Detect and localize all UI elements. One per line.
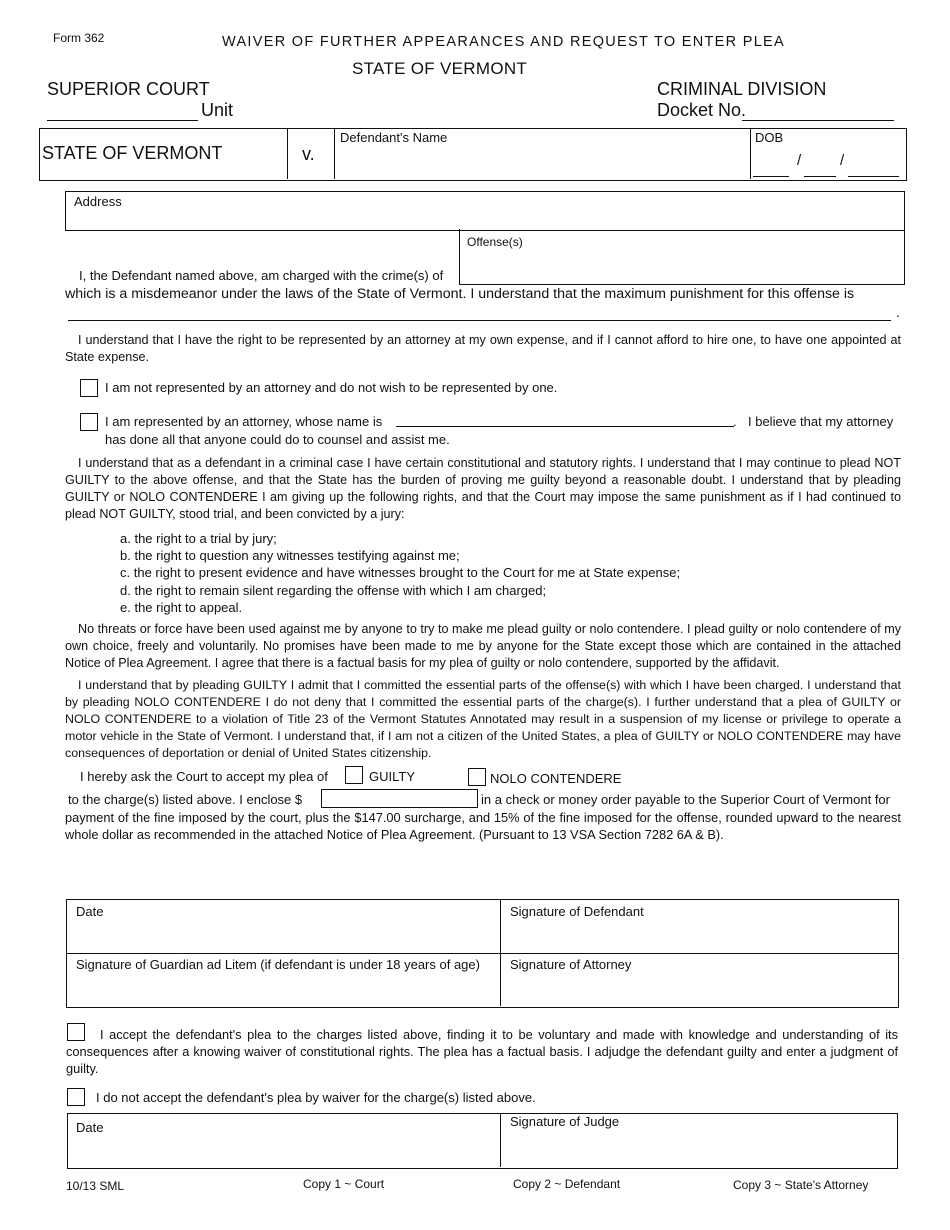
attorney-right-text: I understand that I have the right to be represented by an attorney at my own expense, and if I cannot afford to hire one, to have one appointed at State expense. [65, 333, 901, 364]
dob-slash: / [797, 152, 802, 169]
divider [287, 128, 288, 179]
dob-day-field[interactable] [804, 176, 836, 177]
nolo-checkbox[interactable] [468, 768, 486, 786]
attorney-signature-label: Signature of Attorney [510, 957, 632, 972]
amount-field[interactable] [321, 789, 478, 808]
divider [750, 128, 751, 179]
dob-slash: / [840, 152, 845, 169]
unit-label: Unit [201, 100, 234, 120]
rights-intro: I understand that as a defendant in a criminal case I have certain constitutional and statutory rights. I understand that I may continue to plead NOT GUILTY to the above offense, and that the State has the burden of proving me guilty beyond a reasonable doubt. I understand that by pleading GUILTY or NOLO CONTENDERE I am giving up the following rights, and that the Court may impose the same punishment as if I had continued to plead NOT GUILTY, stood trial, and been convicted by a jury: [65, 456, 901, 521]
period: . [733, 414, 737, 429]
offense-label: Offense(s) [467, 235, 523, 249]
form-number: Form 362 [53, 31, 105, 45]
attorney-assist-text: has done all that anyone could do to counsel and assist me. [105, 432, 450, 447]
list-item: a. the right to a trial by jury; [120, 531, 277, 546]
court-name: SUPERIOR COURT [47, 79, 210, 99]
list-item: b. the right to question any witnesses testifying against me; [120, 548, 460, 564]
docket-label: Docket No. [657, 100, 747, 120]
date-label: Date [76, 904, 104, 919]
docket-line[interactable] [742, 120, 894, 121]
represented-text: I am represented by an attorney, whose name is [105, 414, 383, 429]
address-field[interactable] [65, 191, 905, 231]
copy-court: Copy 1 ~ Court [303, 1177, 385, 1191]
list-item: c. the right to present evidence and have witnesses brought to the Court for me at State expense; [120, 565, 681, 581]
accept-plea-text: I accept the defendant's plea to the charges listed above, finding it to be voluntary and made with knowledge and understanding of its consequences after a knowing waiver of constitutional rights. The plea has a factual basis. I adjudge the defendant guilty and enter a judgment of guilty. [66, 1027, 898, 1076]
divider [66, 953, 898, 954]
reject-plea-text: I do not accept the defendant's plea by waiver for the charge(s) listed above. [96, 1090, 536, 1105]
reject-plea-checkbox[interactable] [67, 1088, 85, 1106]
list-item: e. the right to appeal. [120, 599, 243, 615]
guardian-signature-label: Signature of Guardian ad Litem (if defendant is under 18 years of age) [76, 957, 480, 972]
unit-line[interactable] [47, 120, 198, 121]
max-punishment-line[interactable] [68, 320, 891, 321]
payable-text: in a check or money order payable to the Superior Court of Vermont for [481, 792, 890, 807]
not-represented-text: I am not represented by an attorney and do not wish to be represented by one. [105, 380, 558, 395]
state-heading: STATE OF VERMONT [352, 59, 528, 78]
judge-date-label: Date [76, 1120, 104, 1135]
attorney-belief-text: I believe that my attorney [748, 414, 894, 429]
fine-details-text: payment of the fine imposed by the court, plus the $147.00 surcharge, and 15% of the fine imposed for the offense, rounded upward to the nearest whole dollar as recommended in the attached Notice of Plea Agreement. (Pursuant to 13 VSA Section 7282 6A & B). [65, 810, 901, 842]
list-item: d. the right to remain silent regarding the offense with which I am charged; [120, 582, 547, 598]
judge-signature-label: Signature of Judge [510, 1114, 620, 1129]
copy-defendant: Copy 2 ~ Defendant [513, 1177, 621, 1191]
divider [334, 128, 335, 179]
guilty-label: GUILTY [369, 769, 415, 784]
misdemeanor-text: which is a misdemeanor under the laws of the State of Vermont. I understand that the maximum punishment for this offense is [65, 286, 855, 302]
plaintiff-name: STATE OF VERMONT [42, 143, 223, 163]
dob-year-field[interactable] [848, 176, 899, 177]
address-label: Address [74, 194, 122, 209]
guilty-admit-text: I understand that by pleading GUILTY I admit that I committed the essential parts of the offense(s) with which I have been charged. I understand that by pleading NOLO CONTENDERE I do not deny that I committed the essential parts of the charge(s). I further understand that a plea of GUILTY or NOLO CONTENDERE to a violation of Title 23 of the Vermont Statutes Annotated may result in a suspension of my license or privilege to operate a motor vehicle in the State of Vermont. I understand that, if I am not a citizen of the United States, a plea of GUILTY or NOLO CONTENDERE may have consequences of deportation or denial of United States citizenship. [65, 678, 901, 760]
division-name: CRIMINAL DIVISION [657, 79, 827, 99]
dob-month-field[interactable] [753, 176, 789, 177]
defendant-signature-label: Signature of Defendant [510, 904, 644, 919]
form-code: 10/13 SML [66, 1179, 125, 1193]
versus: v. [302, 144, 315, 164]
guilty-checkbox[interactable] [345, 766, 363, 784]
represented-checkbox[interactable] [80, 413, 98, 431]
offense-field[interactable] [459, 229, 905, 285]
defendant-name-label: Defendant's Name [340, 130, 448, 145]
plea-request-text: I hereby ask the Court to accept my plea of [80, 769, 328, 784]
judge-table [67, 1113, 898, 1169]
enclose-text: to the charge(s) listed above. I enclose $ [68, 792, 303, 807]
period: . [896, 304, 900, 320]
charge-intro: I, the Defendant named above, am charged with the crime(s) of [79, 268, 444, 283]
copy-states-attorney: Copy 3 ~ State's Attorney [733, 1178, 869, 1192]
attorney-name-field[interactable] [396, 426, 734, 427]
form-title: WAIVER OF FURTHER APPEARANCES AND REQUEST TO ENTER PLEA [222, 34, 785, 50]
not-represented-checkbox[interactable] [80, 379, 98, 397]
no-threats-text: No threats or force have been used against me by anyone to try to make me plead guilty or nolo contendere. I plead guilty or nolo contendere of my own choice, freely and voluntarily. No promises have been made to me by anyone for the State except those which are contained in the attached Notice of Plea Agreement. I agree that there is a factual basis for my plea of guilty or nolo contendere, supported by the affidavit. [65, 622, 901, 670]
dob-label: DOB [755, 130, 784, 145]
defendant-name-field[interactable] [336, 146, 746, 176]
nolo-label: NOLO CONTENDERE [490, 771, 622, 786]
divider [500, 1113, 501, 1167]
rights-list [120, 530, 680, 616]
